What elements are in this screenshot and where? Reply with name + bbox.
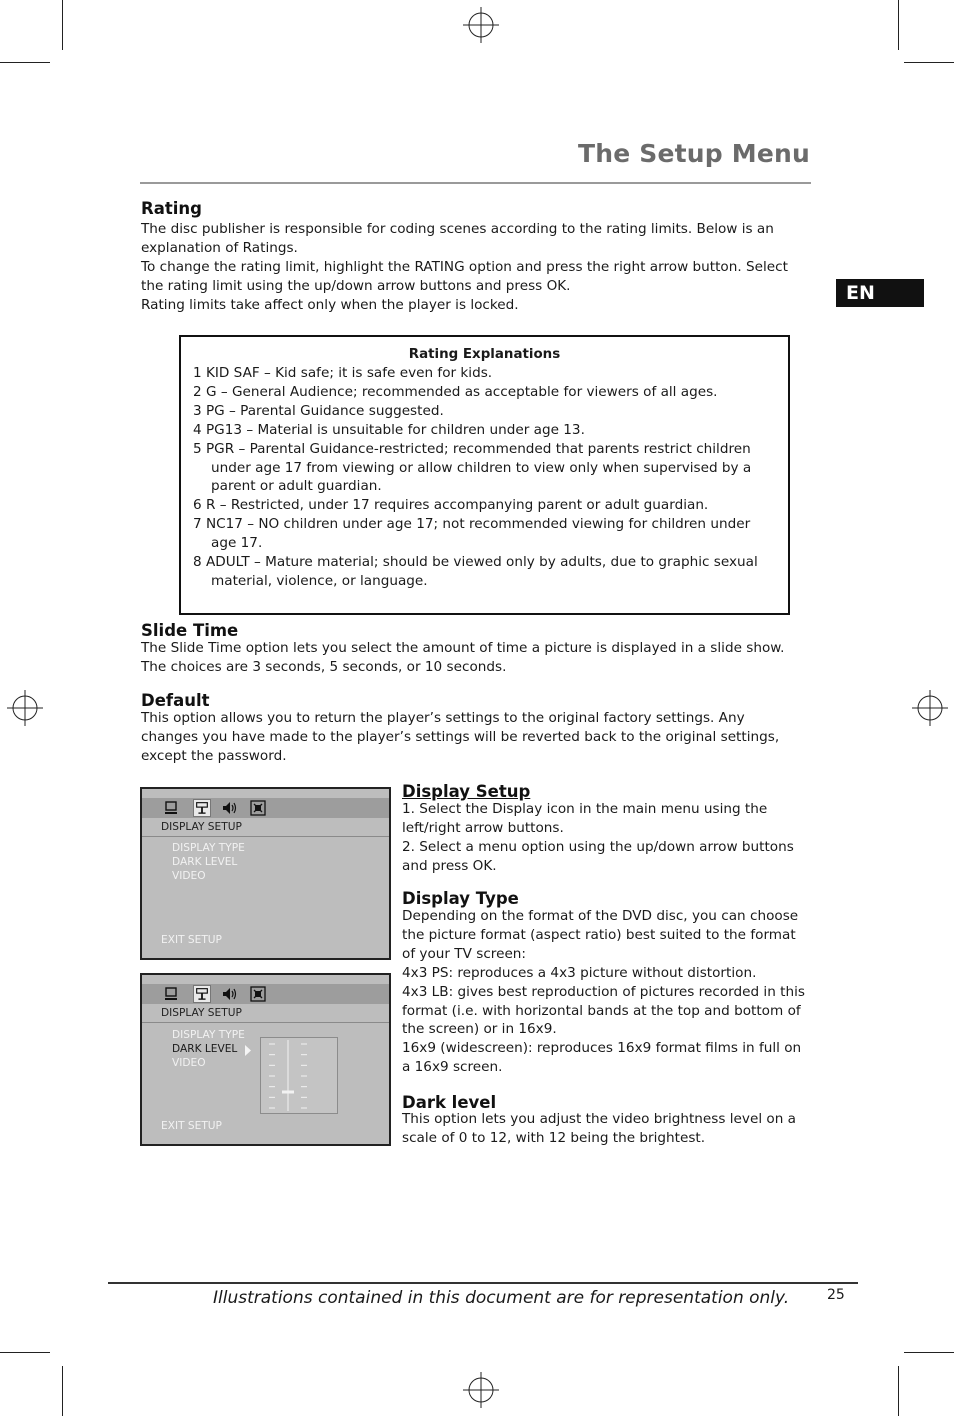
step: 1. Select the Display icon in the main menu using the left/right arrow buttons. — [402, 801, 768, 836]
list-item: 1 KID SAF – Kid safe; it is safe even for kids. — [193, 365, 493, 381]
crop-mark — [898, 1366, 899, 1416]
osd-exit-setup[interactable]: EXIT SETUP — [161, 1120, 222, 1132]
paragraph: 4x3 LB: gives best reproduction of pictures recorded in this format (i.e. with horizontal bands at the top and bottom of the screen) or in 16x9. — [402, 983, 805, 1038]
list-item: 3 PG – Parental Guidance suggested. — [193, 402, 444, 419]
registration-mark-icon — [463, 1372, 499, 1408]
arrow-right-icon — [244, 1045, 252, 1056]
slider-knob[interactable] — [282, 1091, 294, 1094]
registration-mark-icon — [7, 690, 43, 726]
slider-scale — [261, 1038, 337, 1113]
osd-option-display-type[interactable]: DISPLAY TYPE — [172, 842, 245, 854]
list-item: 6 R – Restricted, under 17 requires accompanying parent or adult guardian. — [193, 497, 709, 514]
osd-divider — [142, 1022, 389, 1023]
list-item: 8 ADULT – Mature material; should be viewed only by adults, due to graphic sexual material, violence, or language. — [193, 554, 758, 589]
paragraph: To change the rating limit, highlight the RATING option and press the right arrow button. Select the rating limit using the up/down arrow buttons and press OK. — [141, 258, 788, 294]
osd-screen-dark-level — [140, 973, 391, 1146]
box-title: Rating Explanations — [408, 347, 561, 362]
title-divider — [140, 182, 811, 184]
settings-icon — [249, 985, 267, 1003]
crop-mark — [904, 1352, 954, 1353]
osd-header: DISPLAY SETUP — [161, 1007, 242, 1019]
page-title: The Setup Menu — [577, 139, 810, 168]
display-icon — [193, 985, 211, 1003]
footer-divider — [108, 1282, 858, 1284]
dark-level-heading: Dark level — [402, 1093, 497, 1112]
osd-screen-display-setup — [140, 787, 391, 960]
crop-mark — [898, 0, 899, 50]
step: 2. Select a menu option using the up/down arrow buttons and press OK. — [402, 838, 794, 874]
crop-mark — [0, 62, 50, 63]
paragraph: 4x3 PS: reproduces a 4x3 picture without distortion. — [402, 964, 757, 981]
display-setup-heading: Display Setup — [402, 782, 531, 801]
paragraph: The disc publisher is responsible for coding scenes according to the rating limits. Below is an explanation of Ratings. — [141, 221, 774, 256]
display-icon — [193, 799, 211, 817]
osd-icon-bar — [142, 984, 389, 1004]
list-item: 7 NC17 – NO children under age 17; not recommended viewing for children under age 17. — [193, 516, 751, 552]
slide-time-text: The Slide Time option lets you select the amount of time a picture is displayed in a slide show. The choices are 3 seconds, 5 seconds, or 10 seconds. — [141, 640, 785, 675]
registration-mark-icon — [912, 690, 948, 726]
osd-icon-bar — [142, 798, 389, 818]
registration-mark-icon — [463, 7, 499, 43]
osd-option-dark-level[interactable]: DARK LEVEL — [172, 1043, 238, 1055]
paragraph: Rating limits take affect only when the player is locked. — [141, 296, 519, 313]
rating-text — [141, 220, 801, 315]
list-item: 5 PGR – Parental Guidance-restricted; recommended that parents restrict children under age 17 from viewing or allow children to view only when supervised by a parent or adult guardian. — [193, 440, 752, 495]
crop-mark — [62, 0, 63, 50]
osd-option-dark-level[interactable]: DARK LEVEL — [172, 856, 238, 868]
osd-header: DISPLAY SETUP — [161, 821, 242, 833]
crop-mark — [0, 1352, 50, 1353]
display-setup-text — [402, 800, 802, 876]
monitor-icon — [162, 799, 180, 817]
default-heading: Default — [141, 691, 210, 710]
crop-mark — [62, 1366, 63, 1416]
osd-divider — [142, 836, 389, 837]
rating-heading: Rating — [141, 199, 202, 218]
crop-mark — [904, 62, 954, 63]
list-item: 2 G – General Audience; recommended as acceptable for viewers of all ages. — [193, 383, 718, 400]
dark-level-text: This option lets you adjust the video brightness level on a scale of 0 to 12, with 12 being the brightest. — [402, 1111, 797, 1146]
display-type-text — [402, 907, 812, 1077]
speaker-icon — [220, 799, 238, 817]
monitor-icon — [162, 985, 180, 1003]
default-text: This option allows you to return the player’s settings to the original factory settings. Any changes you have made to the player’s settings will be reverted back to the original settings, except the password. — [141, 710, 780, 764]
display-type-heading: Display Type — [402, 889, 519, 908]
settings-icon — [249, 799, 267, 817]
osd-exit-setup[interactable]: EXIT SETUP — [161, 934, 222, 946]
list-item: 4 PG13 – Material is unsuitable for children under age 13. — [193, 421, 585, 438]
page-number: 25 — [827, 1287, 845, 1303]
slide-time-heading: Slide Time — [141, 621, 239, 640]
paragraph: Depending on the format of the DVD disc, you can choose the picture format (aspect ratio) best suited to the format of your TV screen: — [402, 908, 799, 962]
rating-explanations-box — [179, 335, 790, 615]
speaker-icon — [220, 985, 238, 1003]
language-tab: EN — [836, 279, 924, 307]
dark-level-slider[interactable] — [260, 1037, 338, 1114]
footer-note: Illustrations contained in this document are for representation only. — [213, 1288, 790, 1308]
osd-option-display-type[interactable]: DISPLAY TYPE — [172, 1029, 245, 1041]
osd-option-video[interactable]: VIDEO — [172, 1057, 206, 1069]
paragraph: 16x9 (widescreen): reproduces 16x9 format films in full on a 16x9 screen. — [402, 1040, 802, 1076]
osd-option-video[interactable]: VIDEO — [172, 870, 206, 882]
